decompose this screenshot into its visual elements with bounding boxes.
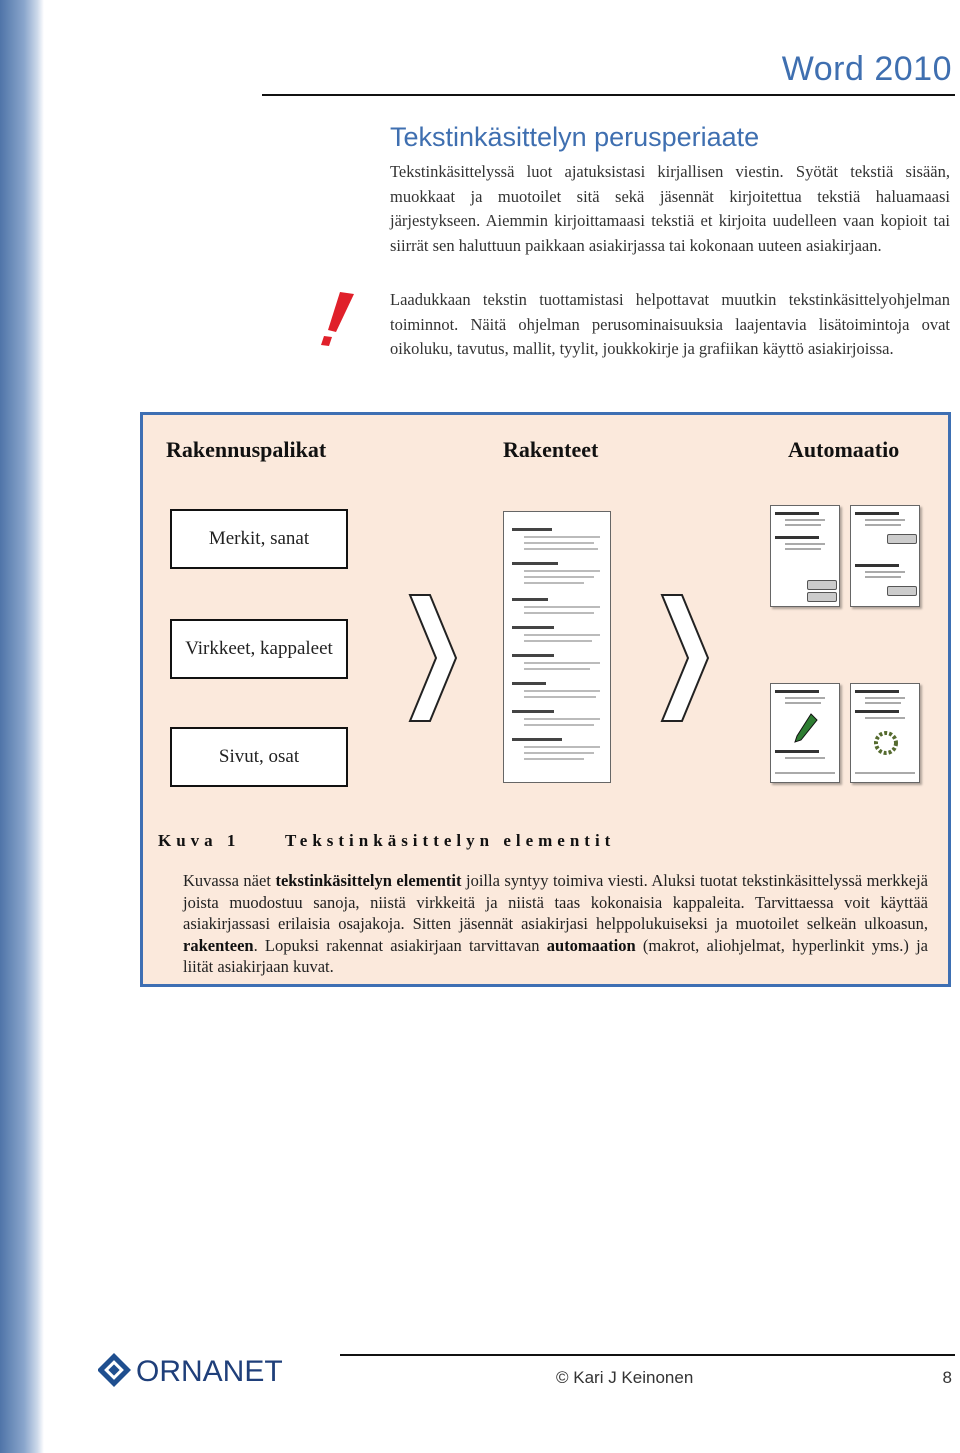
footer-rule [340, 1354, 955, 1356]
box-merkit-sanat: Merkit, sanat [170, 509, 348, 569]
pen-icon [791, 712, 819, 744]
box-sivut-osat: Sivut, osat [170, 727, 348, 787]
paragraph-1: Tekstinkäsittelyssä luot ajatuksistasi kirjallisen viestin. Syötät tekstiä sisään, muokkaat ja muotoilet sitä sekä jäsennät kirjoitettua tekstiä haluamaasi järjestykseen. Aiemmin kirjoittamaasi tekstiä et kirjoita uudelleen vaan kopioit tai siirrät sen haluttuun paikkaan asiakirjassa tai kokonaan uuteen asiakirjaan. [390, 162, 950, 255]
figure-elements [140, 412, 951, 987]
wreath-icon [871, 728, 901, 758]
copyright-text: © Kari J Keinonen [556, 1368, 694, 1387]
column-heading-automaatio: Automaatio [788, 437, 900, 462]
exclamation-icon [318, 290, 358, 350]
template-thumbnail-wreath [850, 683, 920, 783]
chevron-right-icon [660, 593, 710, 723]
chevron-right-icon [408, 593, 458, 723]
figure-caption-label: Kuva 1 [158, 831, 241, 850]
paragraph-2: Laadukkaan tekstin tuottamistasi helpottavat muutkin tekstinkäsittelyohjelman toiminnot. Näitä ohjelman perusominaisuuksia laajentavia lisätoimintoja ovat oikoluku, tavutus, mallit, tyylit, joukkokirje ja grafiikan käyttö asiakirjoissa. [390, 290, 950, 358]
figure-description: Kuvassa näet tekstinkäsittelyn elementit joilla syntyy toimiva viesti. Aluksi tuotat tekstinkäsittelyssä merkkejä joista muodostuu sanoja, niistä virkkeitä ja niistä taas kokonaisia kappaleita. Tarvittaessa voit käyttää asiakirjassasi erilaisia osajakoja. Sitten jäsennät asiakirjasi helppolukuiseksi ja muotoilet selkeän ulkoasun, rakenteen. Lopuksi rakennat asiakirjaan tarvittavan automaation (makrot, aliohjelmat, hyperlinkit yms.) ja liität asiakirjaan kuvat. [183, 871, 929, 976]
column-heading-rakennuspalikat: Rakennuspalikat [166, 437, 327, 462]
header-title: Word 2010 [781, 50, 952, 88]
template-thumbnail [850, 505, 920, 607]
ornanet-logo [98, 1350, 318, 1390]
left-gradient-bar [0, 0, 44, 1453]
column-heading-rakenteet: Rakenteet [503, 437, 599, 462]
template-thumbnail-pen [770, 683, 840, 783]
section-heading: Tekstinkäsittelyn perusperiaate [390, 122, 760, 152]
header-rule [262, 94, 955, 96]
template-thumbnail [770, 505, 840, 607]
svg-text:ORNANET: ORNANET [136, 1355, 283, 1388]
figure-caption-title: Tekstinkäsittelyn elementit [285, 831, 616, 850]
box-virkkeet-kappaleet: Virkkeet, kappaleet [170, 619, 348, 679]
page-number: 8 [942, 1368, 952, 1387]
document-page-thumbnail [503, 511, 611, 783]
